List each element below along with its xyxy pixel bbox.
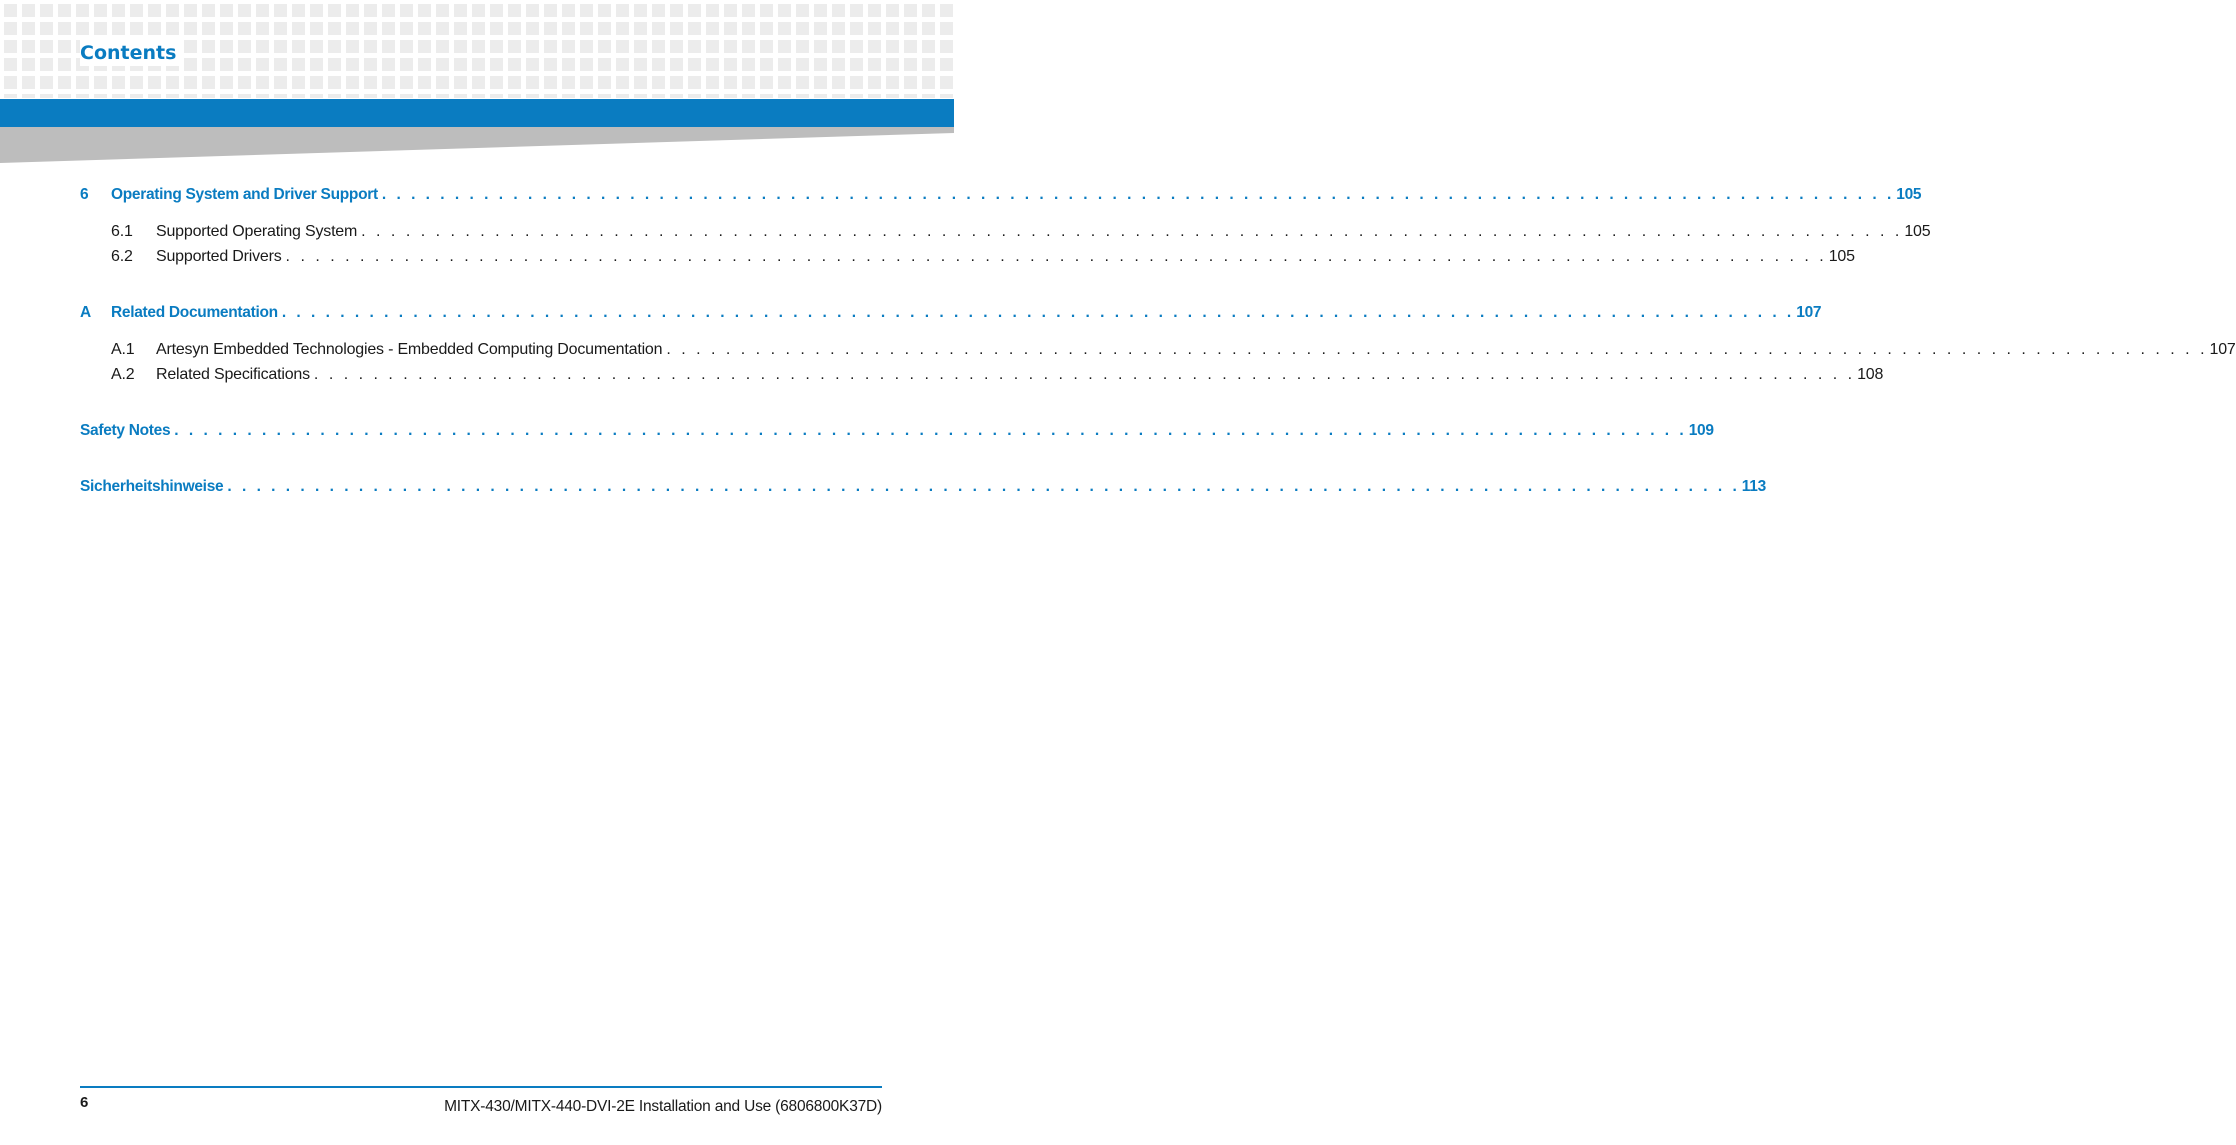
- toc-entry-sicherheitshinweise[interactable]: [80, 474, 1766, 499]
- toc-dot-leader: . . . . . . . . . . . . . . . . . . . . . . . . . . . . . . . . . . . . . . . . . . . . . . . . . . . . . . . . . . . . . . . . . . . . . . . . . . . . . . . . . . . . . . . . . . . . . . . . . . . . . . . .: [361, 223, 1903, 240]
- toc-dot-leader: . . . . . . . . . . . . . . . . . . . . . . . . . . . . . . . . . . . . . . . . . . . . . . . . . . . . . . . . . . . . . . . . . . . . . . . . . . . . . . . . . . . . . . . . . . . . . . . . . . . . . . . .: [381, 186, 1895, 203]
- toc-entry-title[interactable]: Supported Drivers: [156, 248, 282, 265]
- toc-entry-a-2[interactable]: [80, 362, 1884, 387]
- toc-entry-page[interactable]: 109: [1688, 422, 1714, 439]
- toc-entry-number: A.2: [111, 366, 135, 383]
- toc-entry-appendix-a[interactable]: [80, 300, 1822, 325]
- toc-dot-leader: . . . . . . . . . . . . . . . . . . . . . . . . . . . . . . . . . . . . . . . . . . . . . . . . . . . . . . . . . . . . . . . . . . . . . . . . . . . . . . . . . . . . . . . . . . . . . . . . . . . . . . . .: [666, 341, 2208, 358]
- toc-entry-page[interactable]: 108: [1857, 366, 1884, 383]
- header-band: [0, 99, 954, 127]
- toc-entry-page[interactable]: 107: [1796, 304, 1822, 321]
- toc-entry-title[interactable]: Related Documentation: [111, 304, 278, 321]
- toc-entry-number: A.1: [111, 341, 135, 358]
- toc-entry-6-1[interactable]: [80, 219, 1931, 244]
- toc-entry-number: 6.1: [111, 223, 133, 240]
- footer-page-number: 6: [80, 1094, 89, 1111]
- toc-entry-chapter-6[interactable]: [80, 182, 1922, 207]
- toc-dot-leader: . . . . . . . . . . . . . . . . . . . . . . . . . . . . . . . . . . . . . . . . . . . . . . . . . . . . . . . . . . . . . . . . . . . . . . . . . . . . . . . . . . . . . . . . . . . . . . . . . . . . . . . .: [313, 366, 1856, 383]
- footer-rule: [80, 1086, 882, 1088]
- toc-entry-page[interactable]: 107: [2209, 341, 2236, 358]
- toc-dot-leader: . . . . . . . . . . . . . . . . . . . . . . . . . . . . . . . . . . . . . . . . . . . . . . . . . . . . . . . . . . . . . . . . . . . . . . . . . . . . . . . . . . . . . . . . . . . . . . . . . . . . . . . .: [281, 304, 1795, 321]
- table-of-contents: [80, 182, 2236, 499]
- toc-entry-title[interactable]: Artesyn Embedded Technologies - Embedded Computing Documentation: [156, 341, 663, 358]
- toc-dot-leader: . . . . . . . . . . . . . . . . . . . . . . . . . . . . . . . . . . . . . . . . . . . . . . . . . . . . . . . . . . . . . . . . . . . . . . . . . . . . . . . . . . . . . . . . . . . . . . . . . . . . . . . .: [227, 478, 1740, 495]
- toc-entry-title[interactable]: Supported Operating System: [156, 223, 358, 240]
- toc-entry-number: A: [80, 304, 91, 321]
- toc-entry-6-2[interactable]: [80, 244, 1855, 269]
- toc-dot-leader: . . . . . . . . . . . . . . . . . . . . . . . . . . . . . . . . . . . . . . . . . . . . . . . . . . . . . . . . . . . . . . . . . . . . . . . . . . . . . . . . . . . . . . . . . . . . . . . . . . . . . . . .: [285, 248, 1827, 265]
- toc-entry-a-1[interactable]: [80, 337, 2236, 362]
- toc-dot-leader: . . . . . . . . . . . . . . . . . . . . . . . . . . . . . . . . . . . . . . . . . . . . . . . . . . . . . . . . . . . . . . . . . . . . . . . . . . . . . . . . . . . . . . . . . . . . . . . . . . . . . . . .: [174, 422, 1687, 439]
- toc-entry-page[interactable]: 113: [1741, 478, 1766, 495]
- toc-entry-page[interactable]: 105: [1904, 223, 1931, 240]
- toc-entry-title[interactable]: Sicherheitshinweise: [80, 478, 224, 495]
- footer-document-title: MITX-430/MITX-440-DVI-2E Installation and Use (6806800K37D): [444, 1098, 882, 1115]
- header-swoosh: [0, 127, 954, 167]
- toc-entry-page[interactable]: 105: [1896, 186, 1922, 203]
- toc-entry-page[interactable]: 105: [1828, 248, 1855, 265]
- page-title: Contents: [80, 40, 180, 66]
- toc-entry-number: 6.2: [111, 248, 133, 265]
- toc-entry-title[interactable]: Safety Notes: [80, 422, 171, 439]
- toc-entry-number: 6: [80, 186, 89, 203]
- toc-entry-title[interactable]: Related Specifications: [156, 366, 310, 383]
- toc-entry-safety-notes[interactable]: [80, 418, 1714, 443]
- toc-entry-title[interactable]: Operating System and Driver Support: [111, 186, 378, 203]
